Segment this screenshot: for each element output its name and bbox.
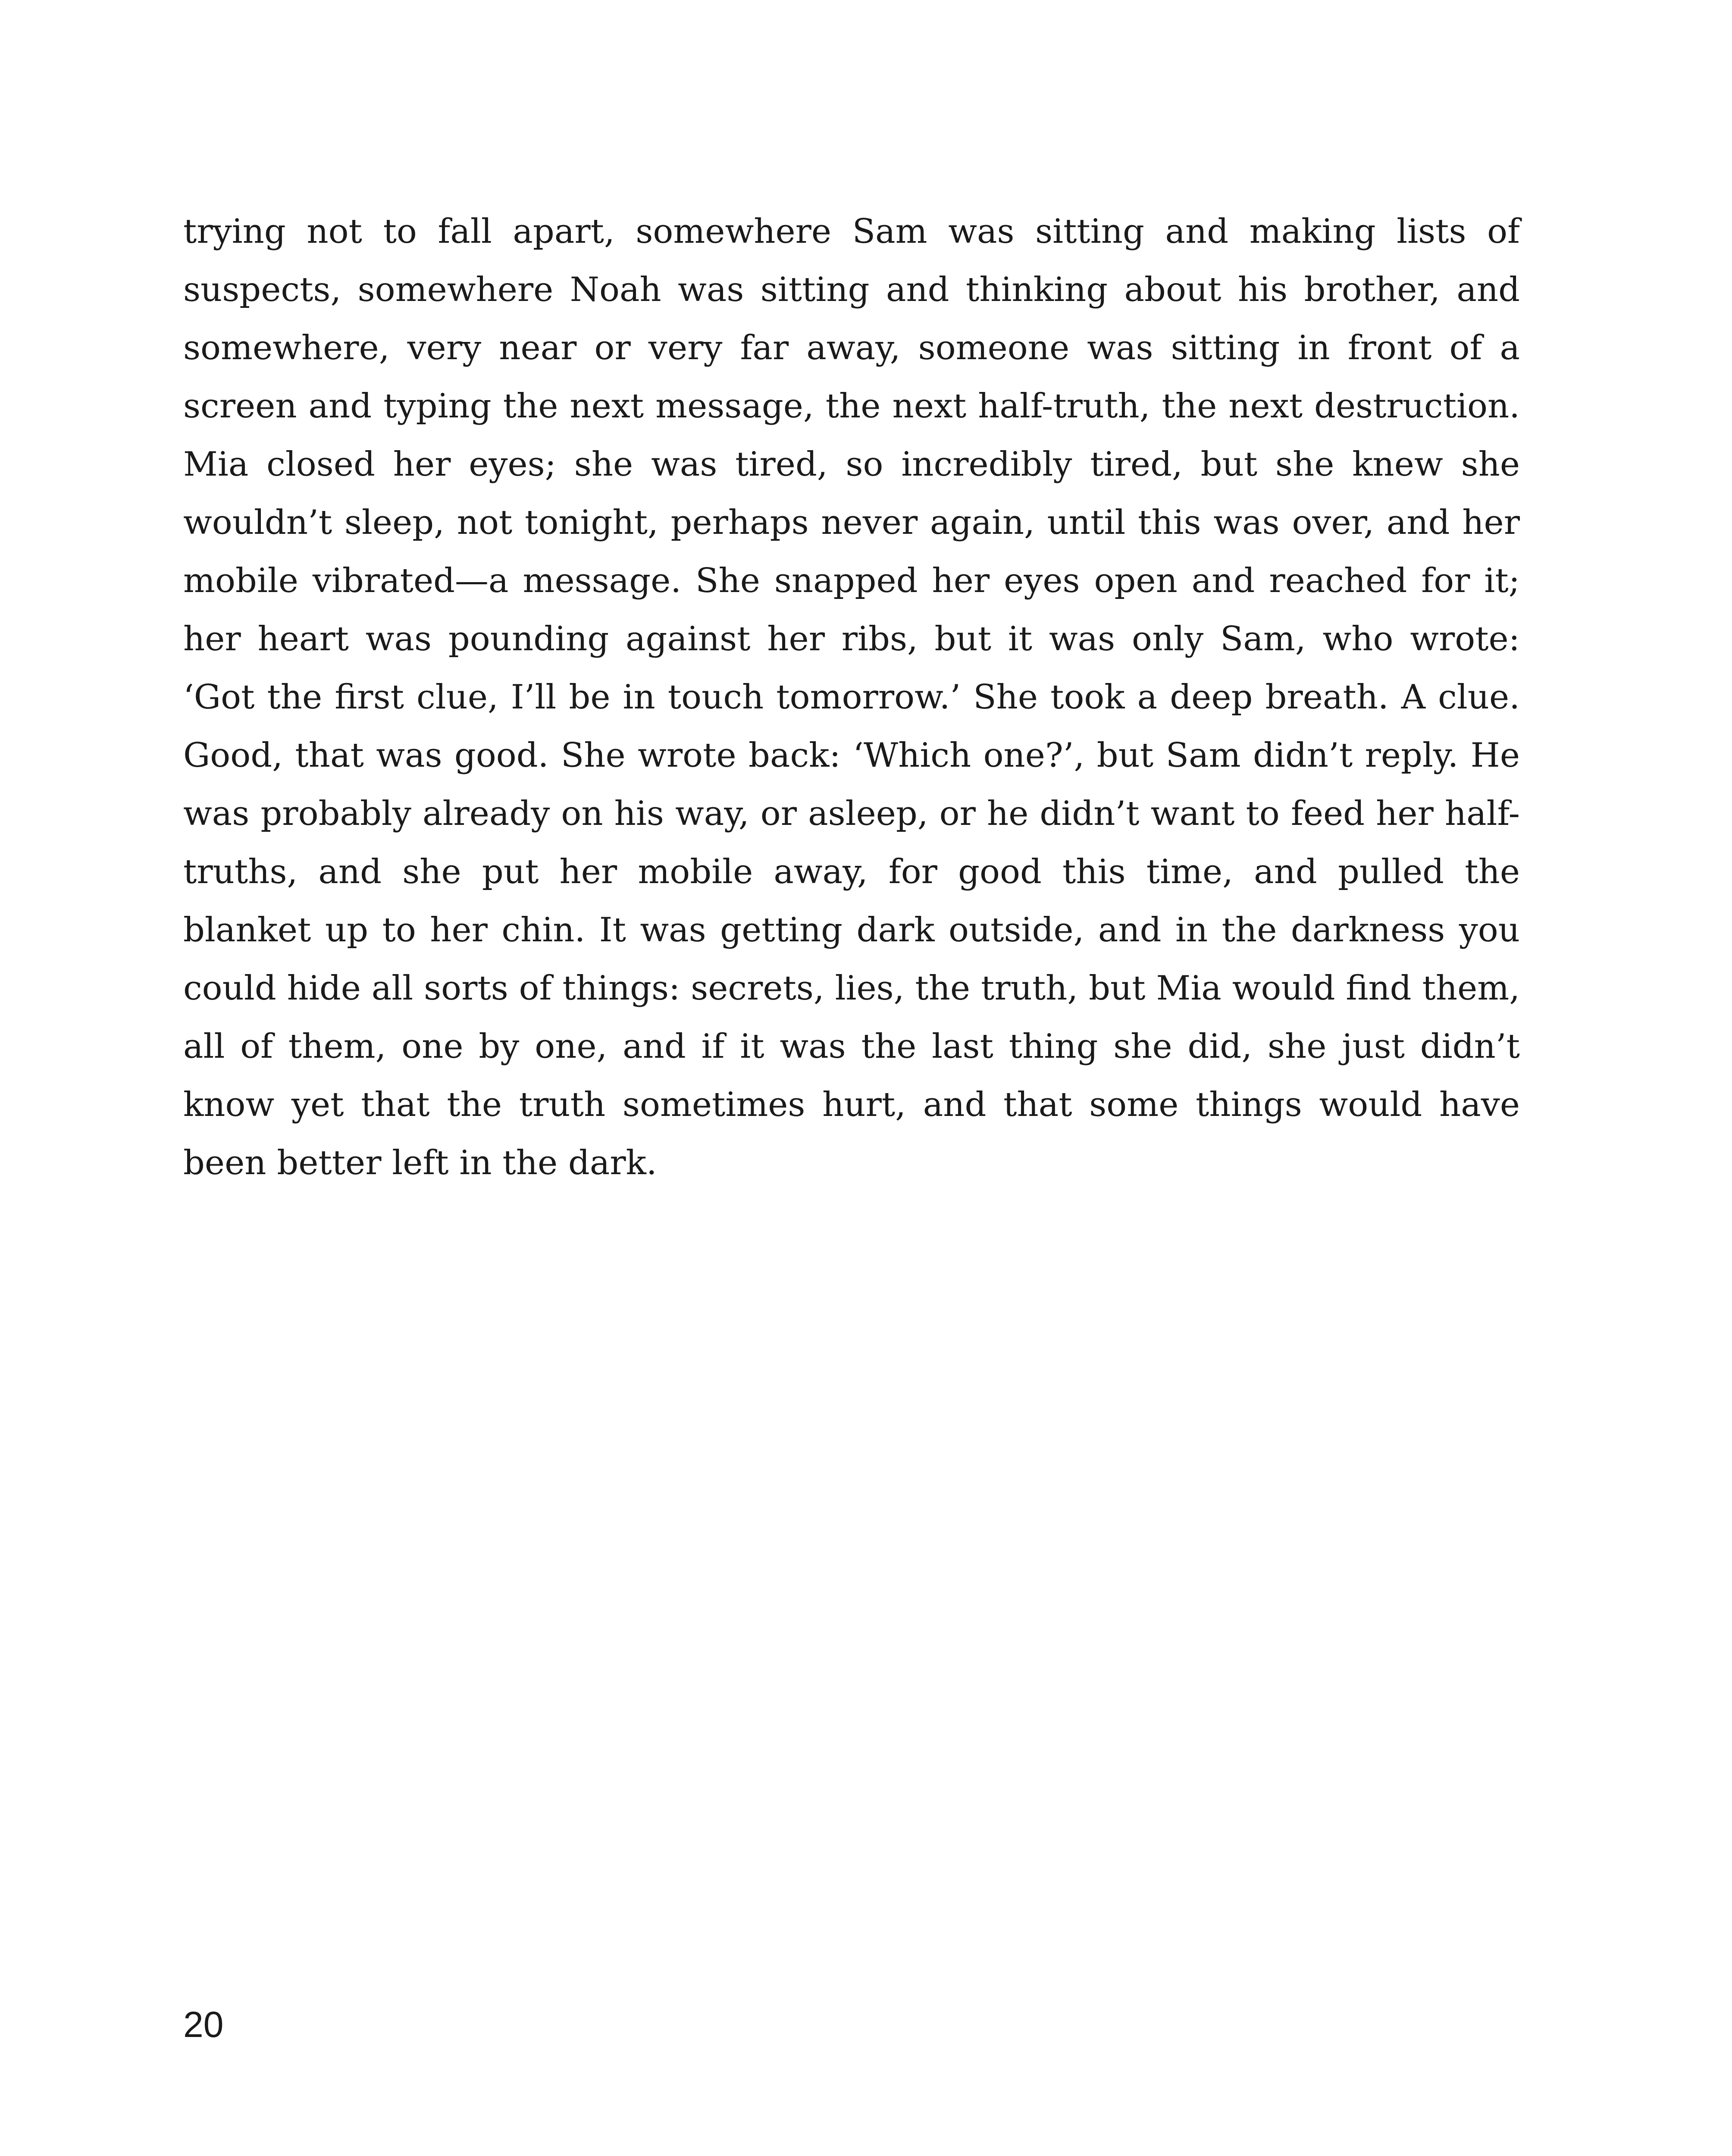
- page-number: 20: [183, 2004, 224, 2045]
- body-paragraph: trying not to fall apart, somewhere Sam was sitting and making lists of suspects, somewhere Noah was sitting and thinking about his brother, and somewhere, very near or very far away, someone was sitting in front of a screen and typing the next message, the next half-truth, the next destruction. Mia closed her eyes; she was tired, so incredibly tired, but she knew she wouldn’t sleep, not tonight, perhaps never again, until this was over, and her mobile vibrated—a message. She snapped her eyes open and reached for it; her heart was pounding against her ribs, but it was only Sam, who wrote: ‘Got the first clue, I’ll be in touch tomorrow.’ She took a deep breath. A clue. Good, that was good. She wrote back: ‘Which one?’, but Sam didn’t reply. He was probably already on his way, or asleep, or he didn’t want to feed her half-truths, and she put her mobile away, for good this time, and pulled the blanket up to her chin. It was getting dark outside, and in the darkness you could hide all sorts of things: secrets, lies, the truth, but Mia would find them, all of them, one by one, and if it was the last thing she did, she just didn’t know yet that the truth sometimes hurt, and that some things would have been better left in the dark.: [183, 212, 1520, 1182]
